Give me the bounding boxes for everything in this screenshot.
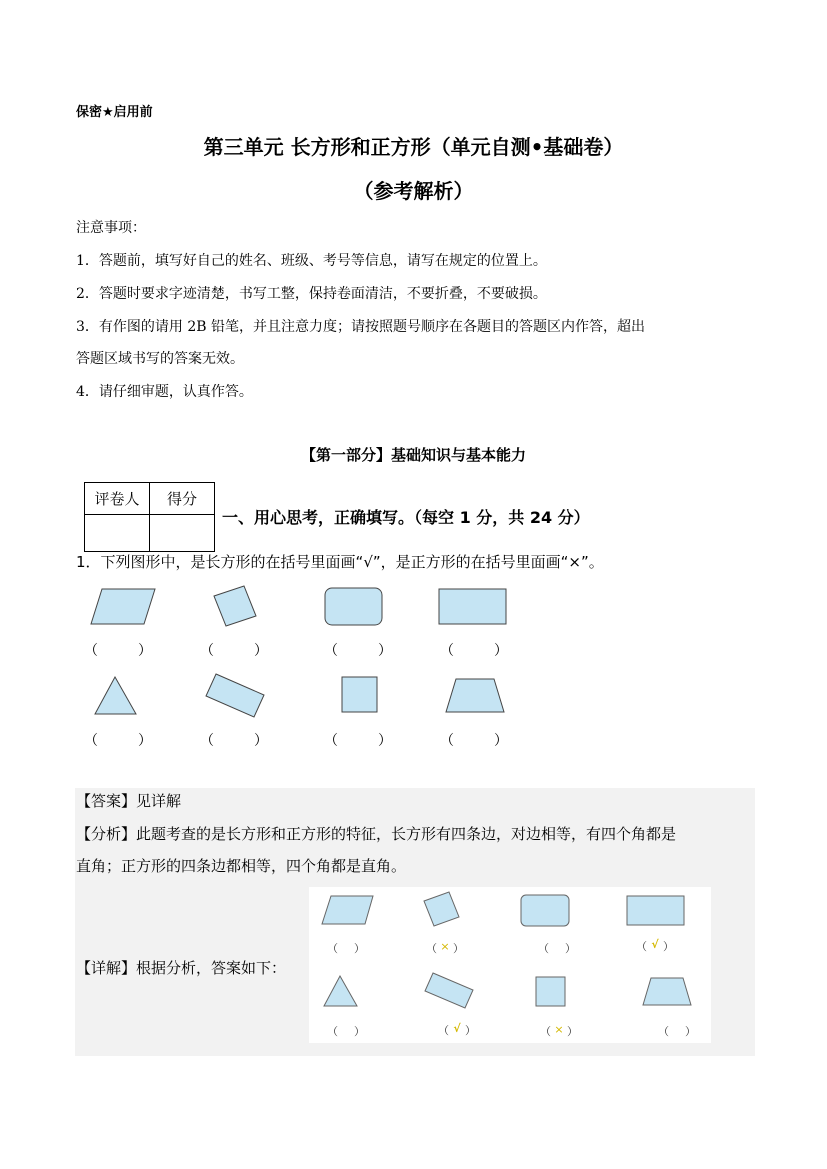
- mini-shape-parallelogram: [321, 895, 375, 927]
- part1-title: 【第一部分】基础知识与基本能力: [300, 446, 526, 464]
- answer-paren-2[interactable]: （ ）: [200, 643, 268, 659]
- answer-paren-4[interactable]: （ ）: [440, 643, 508, 659]
- mini-paren-4: （ √ ）: [636, 938, 674, 953]
- shape-square: [341, 676, 379, 714]
- shape-triangle: [94, 676, 138, 716]
- mini-paren-2: （ × ）: [426, 940, 464, 955]
- note-item-4: 4．请仔细审题，认真作答。: [76, 384, 253, 400]
- analysis-line-1: 【分析】此题考查的是长方形和正方形的特征，长方形有四条边，对边相等，有四个角都是: [76, 825, 677, 843]
- answer-paren-5[interactable]: （ ）: [84, 733, 152, 749]
- page-title: 第三单元 长方形和正方形（单元自测•基础卷）: [203, 135, 624, 159]
- shape-trapezoid: [444, 678, 506, 714]
- shape-parallelogram: [90, 588, 156, 626]
- score-cell[interactable]: [150, 515, 215, 552]
- reviewer-header: 评卷人: [85, 483, 150, 515]
- mini-shape-square: [535, 976, 567, 1008]
- answer-paren-3[interactable]: （ ）: [324, 643, 392, 659]
- reviewer-cell[interactable]: [85, 515, 150, 552]
- note-item-3b: 答题区域书写的答案无效。: [76, 351, 244, 367]
- shape-tilted-rectangle: [204, 672, 266, 720]
- page-subtitle: （参考解析）: [353, 179, 474, 203]
- detail-line: 【详解】根据分析，答案如下：: [76, 959, 287, 977]
- note-item-3a: 3．有作图的请用 2B 铅笔，并且注意力度；请按照题号顺序在各题目的答题区内作答，超出: [76, 319, 646, 335]
- mini-paren-5: （ ）: [327, 1025, 365, 1038]
- mini-paren-3: （ ）: [538, 942, 576, 955]
- question-1-text: 1．下列图形中，是长方形的在括号里面画“√”，是正方形的在括号里面画“×”。: [76, 553, 604, 571]
- mini-paren-1: （ ）: [327, 942, 365, 955]
- note-item-1: 1．答题前，填写好自己的姓名、班级、考号等信息，请写在规定的位置上。: [76, 253, 547, 269]
- mini-shape-tilted-rectangle: [423, 971, 475, 1011]
- mini-shape-trapezoid: [641, 977, 693, 1007]
- notes-heading: 注意事项：: [76, 220, 146, 236]
- mini-paren-8: （ ）: [658, 1025, 696, 1038]
- mini-paren-6: （ √ ）: [438, 1022, 476, 1037]
- answer-detail-image: [309, 887, 711, 1043]
- mini-paren-7: （ × ）: [540, 1023, 578, 1038]
- shape-rounded-rectangle: [324, 587, 384, 627]
- mini-shape-rectangle: [626, 895, 686, 927]
- score-header: 得分: [150, 483, 215, 515]
- confidential-label: 保密★启用前: [76, 105, 153, 120]
- analysis-line-2: 直角；正方形的四条边都相等，四个角都是直角。: [76, 857, 407, 875]
- shape-tilted-square: [210, 582, 262, 630]
- mini-shape-tilted-square: [421, 889, 465, 929]
- mini-shape-triangle: [323, 975, 359, 1009]
- mini-shape-rounded-rectangle: [520, 894, 572, 928]
- section-title: 一、用心思考，正确填写。（每空 1 分，共 24 分）: [222, 508, 590, 527]
- answer-paren-7[interactable]: （ ）: [324, 733, 392, 749]
- shape-rectangle: [438, 588, 508, 626]
- answer-paren-6[interactable]: （ ）: [200, 733, 268, 749]
- answer-paren-8[interactable]: （ ）: [440, 733, 508, 749]
- score-table: [84, 482, 215, 552]
- answer-paren-1[interactable]: （ ）: [84, 643, 152, 659]
- answer-line: 【答案】见详解: [76, 792, 182, 810]
- note-item-2: 2．答题时要求字迹清楚，书写工整，保持卷面清洁，不要折叠，不要破损。: [76, 286, 547, 302]
